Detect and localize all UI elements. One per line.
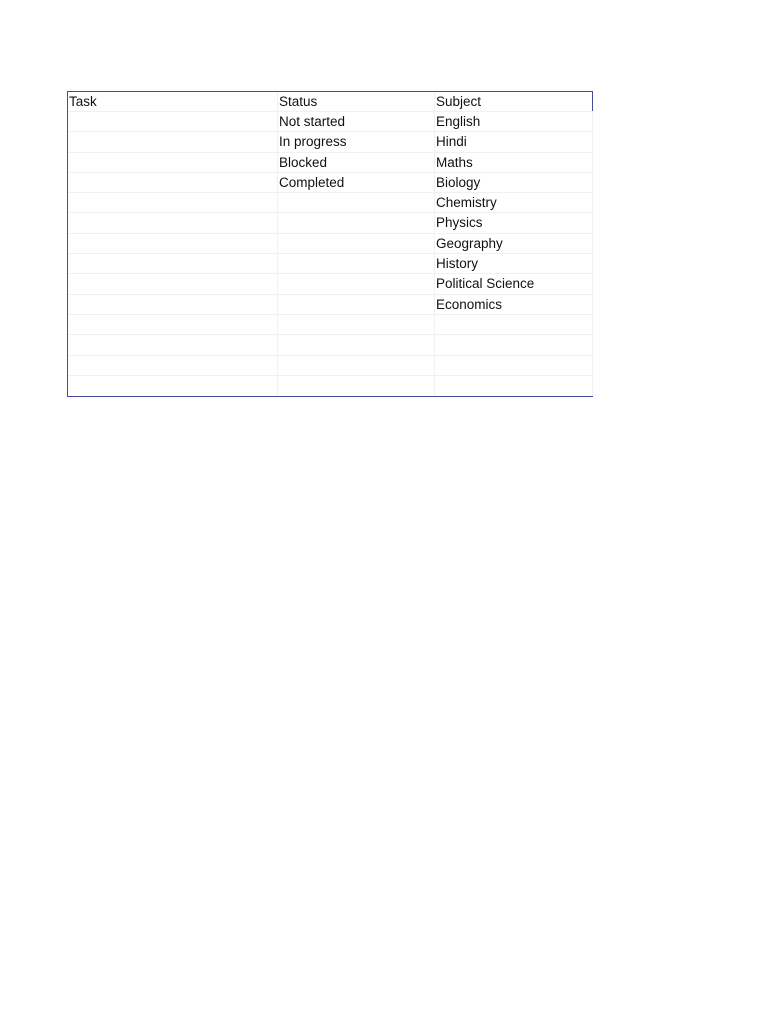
table-row	[68, 193, 593, 213]
task-cell[interactable]	[68, 193, 278, 212]
status-cell[interactable]	[278, 234, 435, 253]
task-cell[interactable]	[68, 376, 278, 396]
status-cell[interactable]	[278, 254, 435, 273]
table-row	[68, 315, 593, 335]
table-row	[68, 112, 593, 132]
subject-cell[interactable]: English	[435, 112, 593, 131]
table-row	[68, 356, 593, 376]
status-cell[interactable]: Blocked	[278, 153, 435, 172]
status-cell[interactable]: Completed	[278, 173, 435, 192]
table-row	[68, 335, 593, 355]
status-cell[interactable]: In progress	[278, 132, 435, 151]
subject-cell[interactable]: Biology	[435, 173, 593, 192]
task-cell[interactable]	[68, 213, 278, 232]
task-cell[interactable]	[68, 356, 278, 375]
header-row	[68, 92, 593, 112]
subject-cell[interactable]: History	[435, 254, 593, 273]
status-cell[interactable]	[278, 193, 435, 212]
task-cell[interactable]	[68, 173, 278, 192]
table-row	[68, 234, 593, 254]
subject-cell[interactable]: Physics	[435, 213, 593, 232]
task-cell[interactable]	[68, 274, 278, 293]
subject-cell[interactable]	[435, 335, 593, 354]
subject-cell[interactable]: Political Science	[435, 274, 593, 293]
subject-cell[interactable]: Geography	[435, 234, 593, 253]
subject-cell[interactable]	[435, 356, 593, 375]
table-row	[68, 376, 593, 396]
task-cell[interactable]	[68, 112, 278, 131]
subject-cell[interactable]: Maths	[435, 153, 593, 172]
status-cell[interactable]	[278, 335, 435, 354]
task-cell[interactable]	[68, 335, 278, 354]
status-cell[interactable]	[278, 295, 435, 314]
table-row	[68, 254, 593, 274]
status-cell[interactable]	[278, 213, 435, 232]
status-cell[interactable]	[278, 274, 435, 293]
header-subject[interactable]: Subject	[435, 92, 593, 111]
subject-cell[interactable]	[435, 376, 593, 396]
task-cell[interactable]	[68, 153, 278, 172]
table-row	[68, 153, 593, 173]
header-status[interactable]: Status	[278, 92, 435, 111]
table-row	[68, 274, 593, 294]
subject-cell[interactable]	[435, 315, 593, 334]
task-cell[interactable]	[68, 132, 278, 151]
table-row	[68, 213, 593, 233]
task-cell[interactable]	[68, 295, 278, 314]
task-cell[interactable]	[68, 254, 278, 273]
task-cell[interactable]	[68, 234, 278, 253]
subject-cell[interactable]: Hindi	[435, 132, 593, 151]
subject-cell[interactable]: Economics	[435, 295, 593, 314]
status-cell[interactable]	[278, 356, 435, 375]
table-row	[68, 173, 593, 193]
subject-cell[interactable]: Chemistry	[435, 193, 593, 212]
status-cell[interactable]	[278, 376, 435, 396]
spreadsheet-table	[67, 91, 593, 397]
table-row	[68, 132, 593, 152]
status-cell[interactable]	[278, 315, 435, 334]
table-row	[68, 295, 593, 315]
header-task[interactable]: Task	[68, 92, 278, 111]
status-cell[interactable]: Not started	[278, 112, 435, 131]
task-cell[interactable]	[68, 315, 278, 334]
